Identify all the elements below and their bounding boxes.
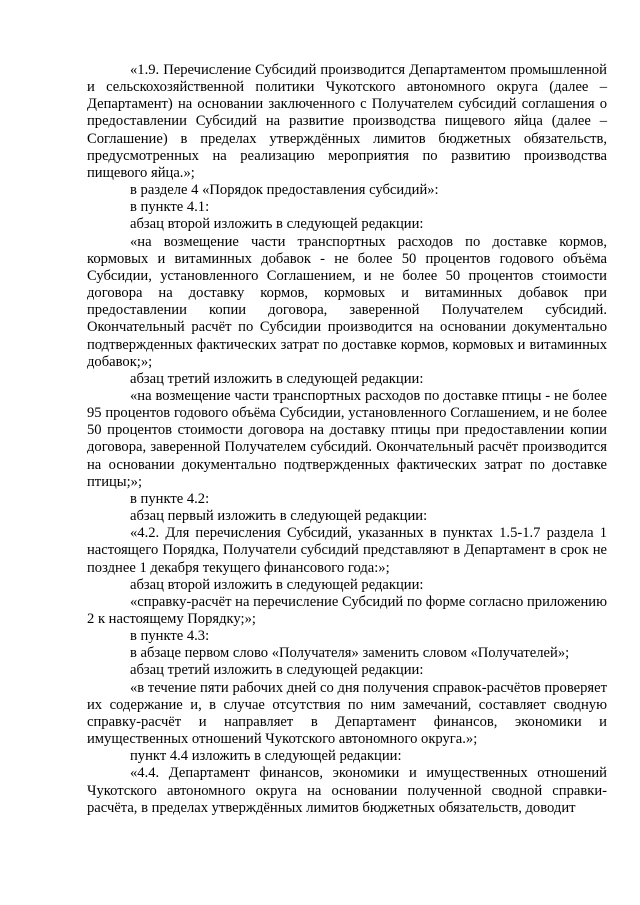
paragraph-second-abzac-2: абзац второй изложить в следующей редакции:: [130, 576, 424, 593]
document-body: [87, 62, 607, 817]
paragraph-five-days: «в течение пяти рабочих дней со дня получения справок-расчётов проверяет их содержание и, в случае отсутствия по ним замечаний, составляет сводную справку-расчёт и направляет в Департамент финансов, экономики и имущественных отношений Чукотского автономного округа.»;: [87, 679, 607, 748]
paragraph-third-abzac-2: абзац третий изложить в следующей редакции:: [130, 662, 424, 679]
paragraph-4-4-text: «4.4. Департамент финансов, экономики и имущественных отношений Чукотского автономного округа на основании полученной сводной справки-расчёта, в пределах утверждённых лимитов бюджетных обязательств, доводит: [87, 765, 607, 816]
paragraph-second-abzac: абзац второй изложить в следующей редакции:: [130, 216, 424, 233]
paragraph-spravka: «справку-расчёт на перечисление Субсидий по форме согласно приложению 2 к настоящему Порядку;»;: [87, 593, 607, 627]
paragraph-feed-delivery: «на возмещение части транспортных расходов по доставке кормов, кормовых и витаминных добавок - не более 50 процентов годового объёма Субсидии, установленного Соглашением, и не более 50 процентов стоимости договора на доставку кормов, кормовых и витаминных добавок при предоставлении копии договора, заверенной Получателем субсидий. Окончательный расчёт по Субсидии производится на основании документально подтвержденных фактических затрат по доставке кормов, кормовых и витаминных добавок;»;: [87, 233, 607, 370]
paragraph-section-4: в разделе 4 «Порядок предоставления субсидий»:: [130, 182, 439, 199]
paragraph-point-4-4: пункт 4.4 изложить в следующей редакции:: [130, 748, 402, 765]
paragraph-4-2-text: «4.2. Для перечисления Субсидий, указанных в пунктах 1.5-1.7 раздела 1 настоящего Порядка, Получатели субсидий представляют в Департамент в срок не позднее 1 декабря текущего финансового года:»;: [87, 525, 607, 576]
paragraph-first-abzac: абзац первый изложить в следующей редакции:: [130, 508, 428, 525]
paragraph-poultry-delivery: «на возмещение части транспортных расходов по доставке птицы - не более 95 процентов годового объёма Субсидии, установленного Соглашением, и не более 50 процентов стоимости договора на доставку птицы при предоставлении копии договора, заверенной Получателем субсидий. Окончательный расчёт производится на основании документально подтвержденных фактических затрат по доставке птицы;»;: [87, 387, 607, 490]
paragraph-third-abzac: абзац третий изложить в следующей редакции:: [130, 370, 424, 387]
paragraph-1-9: «1.9. Перечисление Субсидий производится Департаментом промышленной и сельскохозяйственной политики Чукотского автономного округа (далее – Департамент) на основании заключенного с Получателем субсидий соглашения о предоставлении Субсидий на развитие производства пищевого яйца (далее – Соглашение) в пределах утверждённых лимитов бюджетных обязательств, предусмотренных на реализацию мероприятия по развитию производства пищевого яйца.»;: [87, 62, 607, 181]
paragraph-word-replace: в абзаце первом слово «Получателя» заменить словом «Получателей»;: [130, 645, 570, 662]
paragraph-point-4-2: в пункте 4.2:: [130, 490, 210, 507]
paragraph-point-4-3: в пункте 4.3:: [130, 628, 210, 645]
paragraph-point-4-1: в пункте 4.1:: [130, 199, 210, 216]
